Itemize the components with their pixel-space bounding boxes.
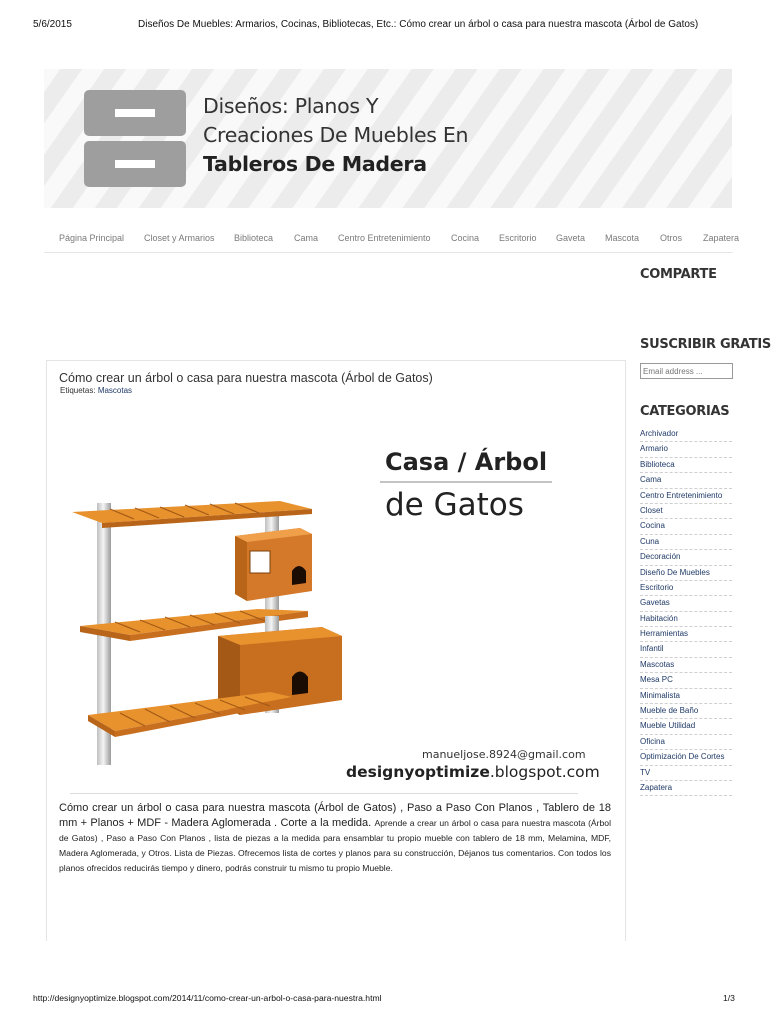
category-link[interactable]: Mueble de Baño [640, 704, 732, 719]
nav-item-gaveta[interactable]: Gaveta [556, 233, 586, 243]
print-header [0, 19, 768, 33]
nav-item-otros[interactable]: Otros [660, 233, 683, 243]
category-link[interactable]: Zapatera [640, 781, 732, 796]
category-link[interactable]: Closet [640, 504, 732, 519]
category-link[interactable]: Cocina [640, 519, 732, 534]
image-heading-line2: de Gatos [385, 487, 524, 523]
category-link[interactable]: Mascotas [640, 658, 732, 673]
nav-item-zapatera[interactable]: Zapatera [703, 233, 740, 243]
site-title-line2: Creaciones De Muebles En [203, 123, 469, 147]
category-link[interactable]: Mesa PC [640, 673, 732, 688]
main-nav [44, 226, 740, 250]
subscribe-heading: SUSCRIBIR GRATIS [640, 337, 771, 352]
category-link[interactable]: Gavetas [640, 596, 732, 611]
category-link[interactable]: Herramientas [640, 627, 732, 642]
post-title[interactable]: Cómo crear un árbol o casa para nuestra mascota (Árbol de Gatos) [59, 371, 433, 385]
site-title-line1: Diseños: Planos Y [203, 94, 379, 118]
category-link[interactable]: Mueble Utilidad [640, 719, 732, 734]
category-link[interactable]: Armario [640, 442, 732, 457]
print-page-number: 1/3 [723, 993, 735, 1003]
site-title[interactable] [203, 92, 468, 179]
svg-text:designyoptimize.blogspot.com [346, 763, 600, 781]
logo-icon-top-drawer [84, 90, 186, 136]
category-link[interactable]: Decoración [640, 550, 732, 565]
print-date: 5/6/2015 [33, 19, 72, 30]
category-link[interactable]: Cama [640, 473, 732, 488]
cat-tree-image [60, 415, 600, 785]
category-link[interactable]: Diseño De Muebles [640, 566, 732, 581]
nav-item-cama[interactable]: Cama [294, 233, 319, 243]
site-title-line3: Tableros De Madera [203, 152, 427, 176]
category-link[interactable]: Biblioteca [640, 458, 732, 473]
category-link[interactable]: Infantil [640, 642, 732, 657]
nav-item-cocina[interactable]: Cocina [451, 233, 480, 243]
post-body [59, 801, 611, 876]
category-link[interactable]: Cuna [640, 535, 732, 550]
categories-heading: CATEGORIAS [640, 404, 730, 419]
nav-item-centro-entretenimiento[interactable]: Centro Entretenimiento [338, 233, 431, 243]
nav-item-biblioteca[interactable]: Biblioteca [234, 233, 274, 243]
nav-item-pagina-principal[interactable]: Página Principal [59, 233, 125, 243]
category-link[interactable]: Escritorio [640, 581, 732, 596]
category-link[interactable]: Archivador [640, 427, 732, 442]
post-detail: Aprende a crear un árbol o casa para nuestra mascota (Árbol de Gatos) , Paso a Paso Con Planos , lista de piezas a la medida para ensamblar tu propio mueble con tablero de 18 mm, Melamina, MDF, Madera Aglomerada, y Otros. Lista de Piezas. Ofrecemos lista de cortes y planos para su construcción, Déjanos tus comentarios. Con todos los planos ofrecidos reducirás tiempo y dinero, podrás construir tu mismo tu propio Mueble. [59, 818, 611, 873]
nav-divider [44, 252, 733, 253]
category-link[interactable]: Habitación [640, 612, 732, 627]
image-email: manueljose.8924@gmail.com [422, 748, 586, 761]
category-link[interactable]: Centro Entretenimiento [640, 489, 732, 504]
image-blog-rest: .blogspot.com [489, 763, 600, 781]
nav-item-escritorio[interactable]: Escritorio [499, 233, 537, 243]
label-link-mascotas[interactable]: Mascotas [97, 386, 133, 395]
nav-item-closet[interactable]: Closet y Armarios [144, 233, 215, 243]
image-heading-line1: Casa / Árbol [385, 448, 548, 476]
category-link[interactable]: TV [640, 766, 732, 781]
categories-list [640, 427, 732, 796]
image-blog-bold: designyoptimize [346, 763, 490, 781]
category-link[interactable]: Oficina [640, 735, 732, 750]
nav-item-mascota[interactable]: Mascota [605, 233, 640, 243]
share-heading: COMPARTE [640, 267, 717, 282]
print-page-title: Diseños De Muebles: Armarios, Cocinas, Bibliotecas, Etc.: Cómo crear un árbol o casa para nuestra mascota (Árbol de Gatos) [138, 19, 699, 30]
labels-prefix: Etiquetas: [60, 386, 96, 395]
post-divider [70, 793, 578, 794]
category-link[interactable]: Minimalista [640, 689, 732, 704]
logo-icon-bottom-drawer [84, 141, 186, 187]
post-lead: Cómo crear un árbol o casa para nuestra mascota (Árbol de Gatos) , Paso a Paso Con Planos , Tablero de 18 mm + Planos + MDF - Madera Aglomerada . Corte a la medida. [59, 802, 611, 829]
email-input[interactable] [640, 363, 733, 379]
category-link[interactable]: Optimización De Cortes [640, 750, 732, 765]
print-url: http://designyoptimize.blogspot.com/2014/11/como-crear-un-arbol-o-casa-para-nuestra.html [33, 993, 382, 1003]
post-labels [60, 386, 132, 395]
